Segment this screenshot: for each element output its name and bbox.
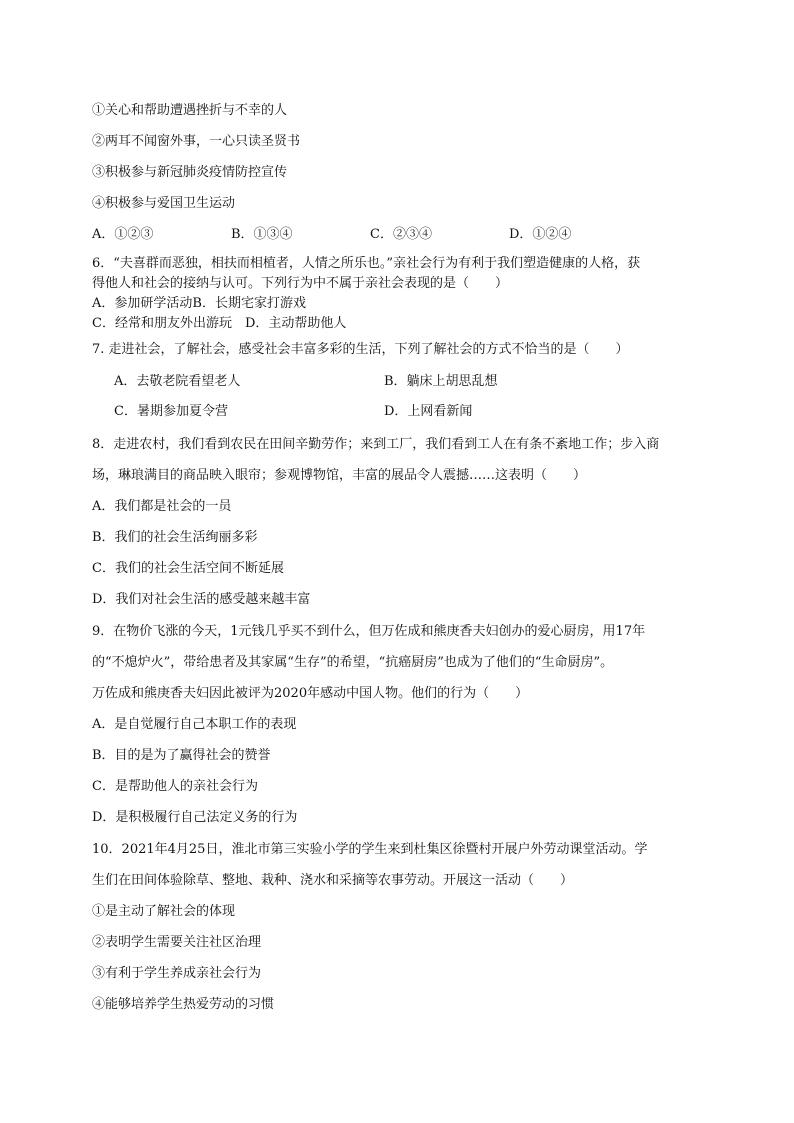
q9-option-b: B．目的是为了赢得社会的赞誉 [92, 748, 271, 763]
q6-stem-line-1: 6．“夫喜群而恶独，相扶而相植者，人情之所乐也。”亲社会行为有利于我们塑造健康的人格，获 [92, 256, 641, 271]
q9-stem-line-3: 万佐成和熊庚香夫妇因此被评为2020年感动中国人物。他们的行为（ ） [92, 686, 529, 701]
q7-option-d: D．上网看新闻 [384, 404, 473, 419]
q5-item-2: ②两耳不闻窗外事，一心只读圣贤书 [92, 134, 301, 149]
q5-option-c: C．②③④ [370, 227, 432, 242]
q8-option-c: C．我们的社会生活空间不断延展 [92, 561, 284, 576]
q6-stem-line-2: 得他人和社会的接纳与认可。下列行为中不属于亲社会表现的是（ ） [92, 276, 509, 291]
q10-stem-line-1: 10．2021年4月25日，淮北市第三实验小学的学生来到杜集区徐暨村开展户外劳动课堂活动。学 [92, 842, 648, 857]
q10-item-2: ②表明学生需要关注社区治理 [92, 935, 262, 950]
q7-option-b: B．躺床上胡思乱想 [384, 374, 498, 389]
q5-option-b: B．①③④ [231, 227, 293, 242]
q9-option-a: A．是自觉履行自己本职工作的表现 [92, 717, 297, 732]
q5-option-d: D．①②④ [509, 227, 572, 242]
q9-option-c: C．是帮助他人的亲社会行为 [92, 779, 258, 794]
q7-options-row-2 [92, 404, 712, 420]
q5-item-1: ①关心和帮助遭遇挫折与不幸的人 [92, 103, 288, 118]
q7-option-c: C．暑期参加夏令营 [114, 404, 228, 419]
q10-item-3: ③有利于学生养成亲社会行为 [92, 966, 262, 981]
q10-stem-line-2: 生们在田间体验除草、整地、栽种、浇水和采摘等农事劳动。开展这一活动（ ） [92, 873, 574, 888]
q6-options-line-2: C．经常和朋友外出游玩 D．主动帮助他人 [92, 316, 347, 331]
q10-item-4: ④能够培养学生热爱劳动的习惯 [92, 997, 275, 1012]
q5-item-3: ③积极参与新冠肺炎疫情防控宣传 [92, 165, 288, 180]
q9-stem-line-1: 9．在物价飞涨的今天，1元钱几乎买不到什么，但万佐成和熊庚香夫妇创办的爱心厨房，用17年 [92, 624, 646, 639]
q7-options-row-1 [92, 374, 712, 390]
q7-stem: 7. 走进社会，了解社会，感受社会丰富多彩的生活，下列了解社会的方式不恰当的是（ ） [92, 342, 629, 357]
q5-options [92, 227, 712, 243]
q8-option-a: A．我们都是社会的一员 [92, 499, 232, 514]
q6-options-line-1: A．参加研学活动B．长期宅家打游戏 [92, 296, 306, 311]
q7-option-a: A．去敬老院看望老人 [114, 374, 241, 389]
q8-stem-line-2: 场，琳琅满目的商品映入眼帘；参观博物馆，丰富的展品令人震撼……这表明（ ） [92, 468, 587, 483]
q10-item-1: ①是主动了解社会的体现 [92, 904, 236, 919]
q9-option-d: D．是积极履行自己法定义务的行为 [92, 810, 298, 825]
q8-stem-line-1: 8．走进农村，我们看到农民在田间辛勤劳作；来到工厂，我们看到工人在有条不紊地工作；步入商 [92, 437, 660, 452]
q5-item-4: ④积极参与爱国卫生运动 [92, 196, 236, 211]
q8-option-b: B．我们的社会生活绚丽多彩 [92, 530, 258, 545]
q5-option-a: A．①②③ [92, 227, 154, 242]
q8-option-d: D．我们对社会生活的感受越来越丰富 [92, 592, 311, 607]
q9-stem-line-2: 的“不熄炉火”，带给患者及其家属“生存”的希望，“抗癌厨房”也成为了他们的“生命厨房”。 [92, 655, 614, 670]
